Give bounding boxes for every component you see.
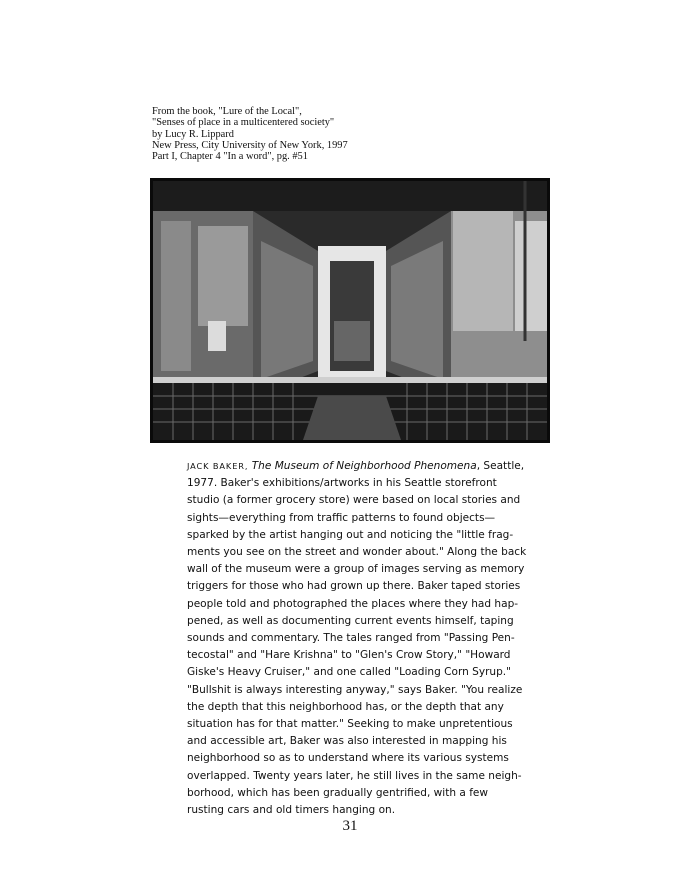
caption-line: the depth that this neighborhood has, or the depth that any: [187, 700, 504, 713]
caption-line: 1977. Baker's exhibitions/artworks in his Seattle storefront: [187, 477, 497, 490]
caption-line: borhood, which has been gradually gentrified, with a few: [187, 786, 489, 799]
photo-caption: [187, 458, 527, 819]
citation-line: New Press, City University of New York, 1997: [152, 139, 348, 151]
caption-line: sounds and commentary. The tales ranged from "Passing Pen-: [187, 632, 515, 645]
caption-line: triggers for those who had grown up there. Baker taped stories: [187, 580, 521, 593]
citation-line: by Lucy R. Lippard: [152, 128, 234, 140]
caption-line: situation has for that matter." Seeking to make unpretentious: [187, 718, 513, 731]
caption-line: overlapped. Twenty years later, he still lives in the same neigh-: [187, 769, 522, 782]
storefront-photo: [150, 178, 550, 443]
artist-name: JACK BAKER,: [187, 461, 249, 471]
caption-line: sparked by the artist hanging out and noticing the "little frag-: [187, 528, 514, 541]
page-number: 31: [342, 818, 358, 834]
caption-line: neighborhood so as to understand where its various systems: [187, 752, 509, 765]
caption-line: tecostal" and "Hare Krishna" to "Glen's Crow Story," "Howard: [187, 649, 511, 662]
caption-line: [187, 458, 527, 475]
caption-text: , Seattle,: [476, 460, 525, 472]
citation-line: "Senses of place in a multicentered society": [152, 117, 335, 129]
caption-line: and accessible art, Baker was also interested in mapping his: [187, 735, 507, 748]
caption-line: Giske's Heavy Cruiser," and one called "Loading Corn Syrup.": [187, 666, 511, 679]
book-citation: [152, 106, 512, 162]
caption-line: people told and photographed the places where they had hap-: [187, 597, 519, 610]
caption-line: studio (a former grocery store) were based on local stories and: [187, 494, 521, 507]
work-title: The Museum of Neighborhood Phenomena: [251, 460, 477, 472]
storefront-photo-image: [153, 181, 547, 440]
caption-line: ments you see on the street and wonder about." Along the back: [187, 546, 527, 559]
caption-line: wall of the museum were a group of images serving as memory: [187, 563, 525, 576]
caption-line: pened, as well as documenting current events himself, taping: [187, 614, 514, 627]
caption-line: "Bullshit is always interesting anyway," says Baker. "You realize: [187, 683, 523, 696]
citation-line: Part I, Chapter 4 "In a word", pg. #51: [152, 151, 308, 163]
caption-line: sights—everything from traffic patterns to found objects—: [187, 511, 496, 524]
citation-line: From the book, "Lure of the Local",: [152, 106, 302, 117]
caption-line: rusting cars and old timers hanging on.: [187, 804, 396, 817]
